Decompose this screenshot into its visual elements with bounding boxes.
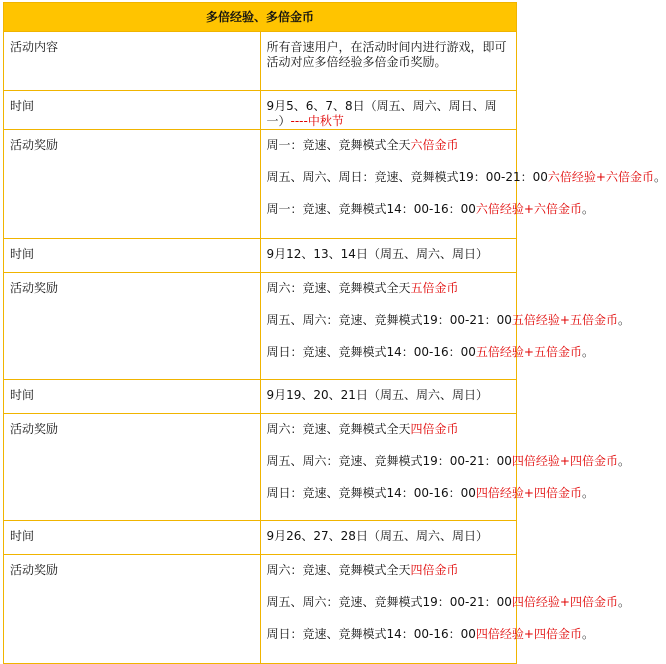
reward-label: 活动奖励 (4, 414, 261, 521)
time-row (4, 91, 517, 130)
reward-row (4, 130, 517, 239)
time-label: 时间 (4, 239, 261, 273)
time-value (260, 91, 517, 130)
intro-row (4, 32, 517, 91)
reward-highlight: 六倍经验+六倍金币 (547, 170, 654, 184)
reward-line-text: 周六：竞速、竞舞模式全天 (266, 563, 411, 577)
reward-line-suffix: 。 (581, 202, 594, 216)
reward-line-suffix: 。 (617, 595, 630, 609)
reward-line-text: 周日：竞速、竞舞模式14：00-16：00 (266, 486, 476, 500)
reward-line-suffix: 。 (617, 313, 630, 327)
reward-line (266, 454, 630, 469)
time-value (260, 239, 517, 273)
time-text: 9月12、13、14日（周五、周六、周日） (266, 247, 488, 261)
table-title: 多倍经验、多倍金币 (4, 3, 517, 32)
reward-highlight: 五倍经验+五倍金币 (475, 345, 582, 359)
time-note: ----中秋节 (290, 114, 344, 128)
reward-line-text: 周六：竞速、竞舞模式全天 (266, 281, 411, 295)
reward-line (266, 345, 594, 360)
reward-label: 活动奖励 (4, 555, 261, 664)
time-value (260, 521, 517, 555)
reward-highlight: 四倍金币 (410, 422, 459, 436)
reward-highlight: 四倍经验+四倍金币 (475, 486, 582, 500)
reward-line-text: 周六：竞速、竞舞模式全天 (266, 422, 411, 436)
reward-line-suffix: 。 (581, 486, 594, 500)
event-table-container (3, 2, 666, 664)
reward-highlight: 四倍经验+四倍金币 (511, 454, 618, 468)
time-text: 9月26、27、28日（周五、周六、周日） (266, 529, 488, 543)
reward-line-suffix: 。 (653, 170, 666, 184)
reward-line-text: 周日：竞速、竞舞模式14：00-16：00 (266, 345, 476, 359)
event-table (3, 2, 666, 664)
reward-row (4, 273, 517, 380)
reward-row (4, 555, 517, 664)
reward-highlight: 六倍金币 (410, 138, 459, 152)
time-row (4, 521, 517, 555)
reward-line (266, 313, 630, 328)
time-label: 时间 (4, 521, 261, 555)
intro-label: 活动内容 (4, 32, 261, 91)
reward-line-suffix: 。 (581, 345, 594, 359)
time-text: 9月5、6、7、8日（周五、周六、周日、周一） (266, 99, 497, 128)
reward-line (266, 486, 594, 501)
reward-line-text: 周五、周六、周日：竞速、竞舞模式19：00-21：00 (266, 170, 548, 184)
time-label: 时间 (4, 91, 261, 130)
table-header-row (4, 3, 517, 32)
reward-line (267, 138, 511, 153)
reward-line-text: 周一：竞速、竞舞模式14：00-16：00 (266, 202, 476, 216)
reward-highlight: 四倍经验+四倍金币 (511, 595, 618, 609)
time-row (4, 380, 517, 414)
reward-line-text: 周五、周六：竞速、竞舞模式19：00-21：00 (266, 313, 512, 327)
reward-line (266, 627, 594, 642)
reward-lines (260, 555, 630, 664)
reward-line (266, 170, 666, 185)
reward-highlight: 六倍经验+六倍金币 (475, 202, 582, 216)
time-row (4, 239, 517, 273)
reward-label: 活动奖励 (4, 273, 261, 380)
reward-lines (260, 414, 630, 521)
reward-line (266, 202, 594, 217)
reward-line (267, 563, 511, 578)
reward-line-text: 周一：竞速、竞舞模式全天 (266, 138, 411, 152)
reward-line (267, 281, 511, 296)
reward-lines (260, 130, 666, 239)
time-value (260, 380, 517, 414)
reward-line-text: 周五、周六：竞速、竞舞模式19：00-21：00 (266, 595, 512, 609)
reward-row (4, 414, 517, 521)
intro-description: 所有音速用户，在活动时间内进行游戏，即可活动对应多倍经验多倍金币奖励。 (266, 40, 507, 69)
intro-text (260, 32, 517, 91)
reward-label: 活动奖励 (4, 130, 261, 239)
reward-line (266, 595, 630, 610)
reward-line (267, 422, 511, 437)
reward-highlight: 五倍金币 (410, 281, 459, 295)
reward-line-suffix: 。 (581, 627, 594, 641)
time-label: 时间 (4, 380, 261, 414)
reward-line-text: 周日：竞速、竞舞模式14：00-16：00 (266, 627, 476, 641)
time-text: 9月19、20、21日（周五、周六、周日） (266, 388, 488, 402)
reward-line-text: 周五、周六：竞速、竞舞模式19：00-21：00 (266, 454, 512, 468)
reward-highlight: 四倍经验+四倍金币 (475, 627, 582, 641)
reward-line-suffix: 。 (617, 454, 630, 468)
reward-highlight: 四倍金币 (410, 563, 459, 577)
reward-lines (260, 273, 630, 380)
reward-highlight: 五倍经验+五倍金币 (511, 313, 618, 327)
